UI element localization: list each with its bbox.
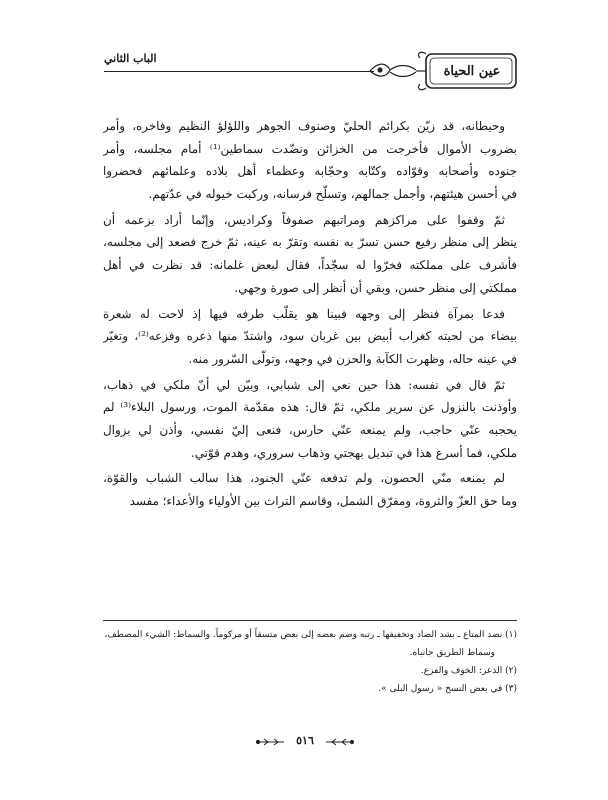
text-line: لم يمنعه منّي الحصون، ولم تدفعه عنّي الجنود، هذا سالب الشباب والقوّة، — [103, 471, 505, 486]
text-line: ينظر إلى منظر رفيع حسن تسرّ به نفسه وتقرّ به عينه، ثمّ خرج فصعد إلى مجلسه، — [103, 235, 517, 250]
paragraph — [103, 467, 517, 512]
footnote-1: (١) نضد المتاع ـ بشد الضاد وتخفيفها ـ رتبه وضم بعضه إلى بعض متسقاً أو مركوماً. والسماط: الشيء المصطف، — [104, 630, 517, 640]
chapter-title: الباب الثاني — [104, 52, 157, 65]
paragraph — [103, 374, 517, 465]
book-title: عين الحياة — [443, 64, 501, 79]
text-line: وحيطانه، قد زيّن بكرائم الحليّ وصنوف الجوهر واللؤلؤ النظيم وفاخره، وأمر — [103, 119, 505, 133]
text-line: وأوذنت بالنزول عن سرير ملكي، ثمّ قال: هذه مقدّمة الموت، ورسول البلاء⁽³⁾ لم — [103, 400, 517, 415]
text-line: بيضاء من لحيته كغراب أبيض بين غربان سود، واشتدّ منها ذعره وفزعه⁽²⁾، وتغيّر — [103, 329, 517, 344]
header-rule-left — [104, 71, 374, 72]
text-line: في عينه حاله، وظهرت الكآبة والحزن في وجهه، وتولّى السّرور منه. — [188, 351, 517, 366]
body-text — [103, 115, 517, 516]
text-line: في أحسن هيئتهم، وأجمل جمالهم، وتسلّح فرسانه، وركبت خيوله في عدّتهم. — [148, 187, 517, 202]
paragraph — [103, 209, 517, 300]
footnote-2: (٢) الذعر: الخوف والفزع. — [420, 666, 517, 676]
footnote-1-continued: وسماط الطريق جانباه. — [409, 648, 495, 658]
text-line: وما حق العزّ والثروة، ومفرّق الشمل، وقاسم التراث بين الأولياء والأعداء؛ مفسد — [129, 494, 517, 508]
footnotes — [103, 626, 517, 698]
text-line: ثمّ قال في نفسه: هذا حين نعي إلى شبابي، وبيّن لي أنّ ملكي في ذهاب، — [103, 377, 505, 392]
text-line: فدعا بمرآة فنظر إلى وجهه فبينا هو يقلّب طرفه فيها إذ لاحت له شعرة — [103, 306, 505, 321]
text-line: فأشرف على مملكته فخرّوا له سجّداً، فقال لبعض غلمانه: قد نظرت في أهل — [103, 258, 517, 273]
text-line: جنوده وأصحابه وقوّاده وكتّابه وحجّابه وعظماء أهل بلاده وعلمائهم فحضروا — [103, 164, 517, 179]
text-line: ملكي، فما أسرع هذا في تبديل بهجتي وذهاب سروري، وهدم قوّتي. — [190, 445, 517, 460]
text-line: بضروب الأموال فأخرجت من الخزائن ونضّدت سماطين⁽¹⁾ أمام مجلسه، وأمر — [103, 141, 517, 156]
paragraph — [103, 115, 517, 206]
paragraph — [103, 303, 517, 371]
text-line: يحجبه عنّي حاجب، ولم يمنعه عنّي حارس، فنعى إليّ نفسي، وأذن لي بزوال — [103, 422, 517, 437]
text-line: ثمّ وقفوا على مراكزهم ومراتبهم صفوفاً وكراديس، وإنّما أراد بزعمه أن — [103, 212, 505, 227]
text-line: مملكتي إلى منظر حسن، وبقي أن أنظر إلى صورة وجهي. — [234, 280, 517, 295]
page-number: ٥١٦ — [296, 734, 314, 747]
page-number-ornament — [250, 734, 360, 750]
footnote-3: (٣) في بعض النسخ « رسول البلى ». — [378, 684, 517, 694]
footnote-rule — [103, 620, 517, 621]
